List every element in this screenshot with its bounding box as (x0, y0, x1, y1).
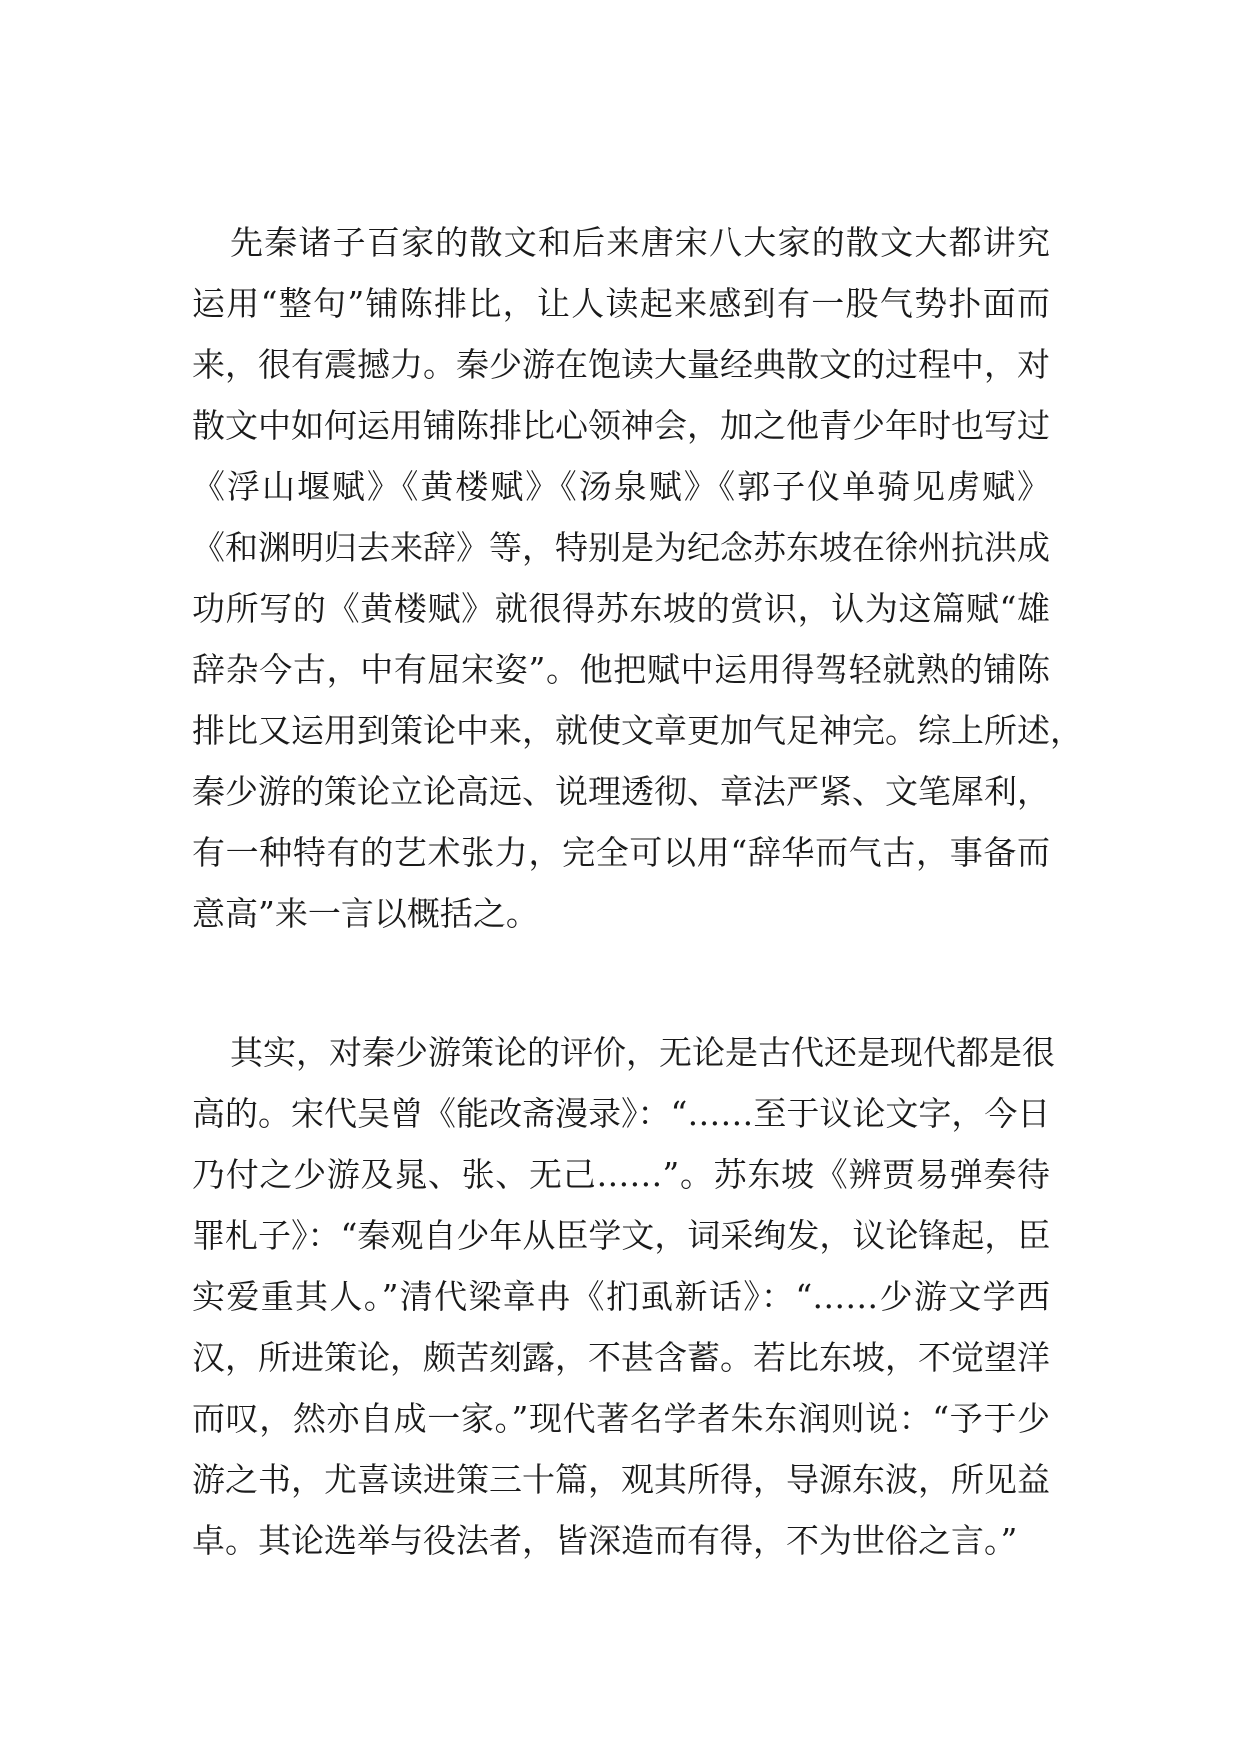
paragraph-line: 汉，所进策论，颇苦刻露，不甚含蓄。若比东坡，不觉望洋 (192, 1338, 1050, 1377)
paragraph-line: 意高”来一言以概括之。 (192, 894, 539, 933)
paragraph-line: 来，很有震撼力。秦少游在饱读大量经典散文的过程中，对 (192, 345, 1050, 384)
paragraph-line: 高的。宋代吴曾《能改斋漫录》：“……至于议论文字，今日 (192, 1094, 1051, 1133)
paragraph-line: 有一种特有的艺术张力，完全可以用“辞华而气古，事备而 (192, 833, 1050, 872)
paragraph-line: 功所写的《黄楼赋》就很得苏东坡的赏识，认为这篇赋“雄 (192, 589, 1050, 628)
paragraph-line: 罪札子》：“秦观自少年从臣学文，词采绚发，议论锋起，臣 (192, 1216, 1051, 1255)
paragraph-line: 运用“整句”铺陈排比，让人读起来感到有一股气势扑面而 (192, 284, 1050, 323)
paragraph-line: 先秦诸子百家的散文和后来唐宋八大家的散文大都讲究 (230, 223, 1050, 262)
paragraph-line: 其实，对秦少游策论的评价，无论是古代还是现代都是很 (230, 1033, 1055, 1072)
paragraph-line: 《和渊明归去来辞》等，特别是为纪念苏东坡在徐州抗洪成 (192, 528, 1050, 567)
paragraph-line: 游之书，尤喜读进策三十篇，观其所得，导源东波，所见益 (192, 1460, 1050, 1499)
paragraph-line: 辞杂今古，中有屈宋姿”。他把赋中运用得驾轻就熟的铺陈 (192, 650, 1050, 689)
paragraph-line: 而叹，然亦自成一家。”现代著名学者朱东润则说：“予于少 (192, 1399, 1050, 1438)
paragraph-line: 实爱重其人。”清代梁章冉《扪虱新话》：“……少游文学西 (192, 1277, 1050, 1316)
paragraph-2 (192, 1022, 1055, 1571)
paragraph-line: 《浮山堰赋》《黄楼赋》《汤泉赋》《郭子仪单骑见虏赋》 (192, 467, 1050, 506)
paragraph-line: 排比又运用到策论中来，就使文章更加气足神完。综上所述， (192, 711, 1083, 750)
paragraph-1 (192, 212, 1083, 944)
paragraph-line: 卓。其论选举与役法者，皆深造而有得，不为世俗之言。” (192, 1521, 1018, 1560)
paragraph-line: 秦少游的策论立论高远、说理透彻、章法严紧、文笔犀利， (192, 772, 1050, 811)
paragraph-line: 散文中如何运用铺陈排比心领神会，加之他青少年时也写过 (192, 406, 1050, 445)
paragraph-line: 乃付之少游及晁、张、无己……”。苏东坡《辨贾易弹奏待 (192, 1155, 1050, 1194)
